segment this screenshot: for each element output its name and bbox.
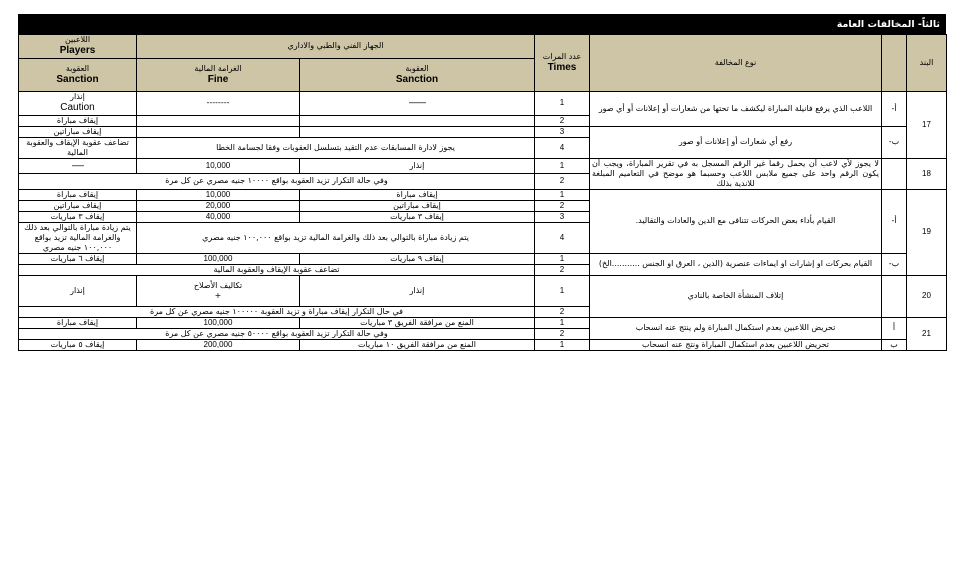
header-staff-fine: [137, 58, 300, 92]
row-player-merged-note: تضاعف عقوبة الإيقاف والعقوبة المالية: [19, 137, 137, 158]
row-staff-merged-note: يتم زيادة مباراة بالتوالي بعد ذلك والغرامة المالية تزيد بواقع ١٠٠,٠٠٠ جنيه مصري: [137, 222, 535, 253]
row-item-number: 18: [907, 158, 947, 189]
header-times-en: Times: [547, 61, 577, 73]
row-staff-sanction: ----------: [300, 92, 535, 116]
row-staff-merged-note: يجوز لادارة المسابقات عدم التقيد بتسلسل العقوبات وفقا لجسامة الخطا: [137, 137, 535, 158]
row-times: 4: [535, 137, 590, 158]
header-times: [535, 35, 590, 92]
row-sub-letter: أ-: [882, 189, 907, 253]
row-player-merged-note: يتم زيادة مباراة بالتوالي بعد ذلك والغرامة المالية تزيد بواقع ١٠٠,٠٠٠ جنيه مصري: [19, 222, 137, 253]
row-violation-text: اللاعب الذي يرفع فانيلة المباراة ليكشف ما تحتها من شعارات أو إعلانات أو أي صور: [590, 92, 882, 127]
header-staff-fine-ar: الغرامة المالية: [194, 63, 242, 73]
row-sub-letter: ب: [882, 339, 907, 350]
row-merged-note: في حال التكرار إيقاف مباراة و تزيد العقوبة ١٠٠٠٠٠ جنيه مصري عن كل مرة: [19, 306, 535, 317]
row-staff-fine: [137, 115, 300, 126]
row-player-sanction: -------: [19, 158, 137, 174]
row-sub-letter: [882, 158, 907, 189]
row-violation-text: رفع أي شعارات أو إعلانات أو صور: [590, 126, 882, 158]
row-player-sanction: إيقاف مباراتين: [19, 200, 137, 211]
header-players-group-ar: اللاعبين: [64, 35, 91, 44]
row-times: 3: [535, 211, 590, 222]
row-item-number: 20: [907, 275, 947, 317]
row-times: 2: [535, 328, 590, 339]
table-row: [19, 339, 947, 350]
row-staff-sanction: إيقاف مباراة: [300, 189, 535, 200]
header-staff-fine-en: Fine: [207, 73, 229, 85]
table-row: [19, 275, 947, 306]
row-player-sanction: إيقاف مباراة: [19, 317, 137, 328]
violations-table: [18, 34, 947, 351]
header-staff-sanction-ar: العقوبة: [405, 63, 429, 73]
row-sub-letter: ب-: [882, 126, 907, 158]
row-item-number: 19: [907, 189, 947, 275]
header-player-sanction-en: Sanction: [56, 73, 99, 85]
header-violation-ar: نوع المخالفة: [714, 58, 757, 67]
row-staff-fine: 20,000: [137, 200, 300, 211]
row-times: 3: [535, 126, 590, 137]
row-item-number: 17: [907, 92, 947, 159]
row-staff-sanction: إنذار: [300, 158, 535, 174]
row-times: 2: [535, 174, 590, 190]
row-times: 2: [535, 115, 590, 126]
row-player-sanction: إيقاف ٣ مباريات: [19, 211, 137, 222]
header-players-group-en: Players: [59, 45, 96, 56]
header-staff-sanction-en: Sanction: [395, 73, 439, 85]
row-times: 1: [535, 339, 590, 350]
header-item: [907, 35, 947, 92]
table-row: [19, 189, 947, 200]
row-player-sanction: إيقاف مباراة: [19, 115, 137, 126]
row-staff-fine: 10,000: [137, 189, 300, 200]
row-player-sanction: إيقاف ٦ مباريات: [19, 253, 137, 264]
header-times-ar: عدد المرات: [542, 51, 582, 61]
row-staff-fine: 200,000: [137, 339, 300, 350]
row-staff-sanction: المنع من مرافقة الفريق ٣ مباريات: [300, 317, 535, 328]
row-player-sanction: إيقاف مباراة: [19, 189, 137, 200]
header-player-sanction-ar: العقوبة: [65, 63, 90, 73]
row-times: 1: [535, 158, 590, 174]
row-player-sanction: إيقاف مباراتين: [19, 126, 137, 137]
row-staff-sanction: إيقاف ٣ مباريات: [300, 211, 535, 222]
header-violation: [590, 35, 882, 92]
header-staff-sanction: [300, 58, 535, 92]
section-title: ثالثاً- المخالفات العامة: [836, 18, 940, 30]
table-row: [19, 253, 947, 264]
table-row: [19, 126, 947, 137]
row-sub-letter: أ-: [882, 92, 907, 127]
row-staff-sanction: إنذار: [300, 275, 535, 306]
header-players-group: [19, 35, 137, 59]
section-title-bar: [18, 14, 946, 34]
row-player-sanction: إنذار Caution: [19, 92, 137, 116]
row-violation-text: إتلاف المنشأة الخاصة بالنادي: [590, 275, 882, 317]
table-row: [19, 92, 947, 116]
row-violation-text: القيام بحركات او إشارات او ايماءات عنصرية (الدين ، العرق او الجنس ...........الخ): [590, 253, 882, 275]
row-staff-sanction: إيقاف مباراتين: [300, 200, 535, 211]
row-violation-text: لا يجوز لأي لاعب أن يحمل رقماً غير الرقم المسجل به في تقرير المباراة، ويجب أن يكون الرقم واحد على جميع ملابس اللاعب وحسبما هو موضح في التعاميم المبلغة للاندية بذلك: [590, 158, 882, 189]
header-staff-group-ar: الجهاز الفني والطبي والاداري: [287, 41, 384, 51]
row-times: 1: [535, 92, 590, 116]
row-staff-fine: 100,000: [137, 253, 300, 264]
row-staff-fine: 40,000: [137, 211, 300, 222]
row-times: 1: [535, 253, 590, 264]
table-body: [19, 92, 947, 351]
row-times: 2: [535, 306, 590, 317]
row-sub-letter: ب-: [882, 253, 907, 275]
row-staff-sanction: إيقاف ٩ مباريات: [300, 253, 535, 264]
row-times: 1: [535, 189, 590, 200]
table-row: [19, 317, 947, 328]
row-staff-fine: 10,000: [137, 158, 300, 174]
header-player-sanction: [19, 58, 137, 92]
row-merged-note: وفي حالة التكرار تزيد العقوبة بواقع ٥٠٠٠٠ جنيه مصري عن كل مرة: [19, 328, 535, 339]
row-staff-fine: 100,000: [137, 317, 300, 328]
row-player-sanction-en: Caution: [60, 102, 95, 113]
header-item-ar: البند: [919, 58, 934, 67]
header-staff-group: [137, 35, 535, 59]
header-row-groups: [19, 35, 947, 59]
table-row: [19, 158, 947, 174]
row-staff-fine: --------: [137, 92, 300, 116]
row-staff-fine: [137, 126, 300, 137]
row-merged-note: وفي حالة التكرار تزيد العقوبة بواقع ١٠٠٠٠ جنيه مصري عن كل مرة: [19, 174, 535, 190]
row-times: 4: [535, 222, 590, 253]
row-player-sanction: إيقاف ٥ مباريات: [19, 339, 137, 350]
row-sub-letter: [882, 275, 907, 317]
row-violation-text: تحريض اللاعبين بعدم استكمال المباراة ولم ينتج عنه انسحاب: [590, 317, 882, 339]
row-merged-note: تضاعف عقوبة الإيقاف والعقوبة المالية: [19, 264, 535, 275]
row-staff-sanction: المنع من مرافقة الفريق ١٠ مباريات: [300, 339, 535, 350]
row-staff-sanction: [300, 126, 535, 137]
header-subletter: [882, 35, 907, 92]
row-staff-fine: تكاليف الأصلاح +: [137, 275, 300, 306]
row-player-sanction: إنذار: [19, 275, 137, 306]
row-times: 1: [535, 275, 590, 306]
row-item-number: 21: [907, 317, 947, 350]
row-times: 1: [535, 317, 590, 328]
row-staff-sanction: [300, 115, 535, 126]
row-violation-text: تحريض اللاعبين بعدم استكمال المباراة ونتج عنه انسحاب: [590, 339, 882, 350]
table-head: [19, 35, 947, 92]
row-sub-letter: أ: [882, 317, 907, 339]
row-violation-text: القيام بأداء بعض الحركات تتنافى مع الدين والعادات والتقاليد.: [590, 189, 882, 253]
row-times: 2: [535, 264, 590, 275]
row-times: 2: [535, 200, 590, 211]
